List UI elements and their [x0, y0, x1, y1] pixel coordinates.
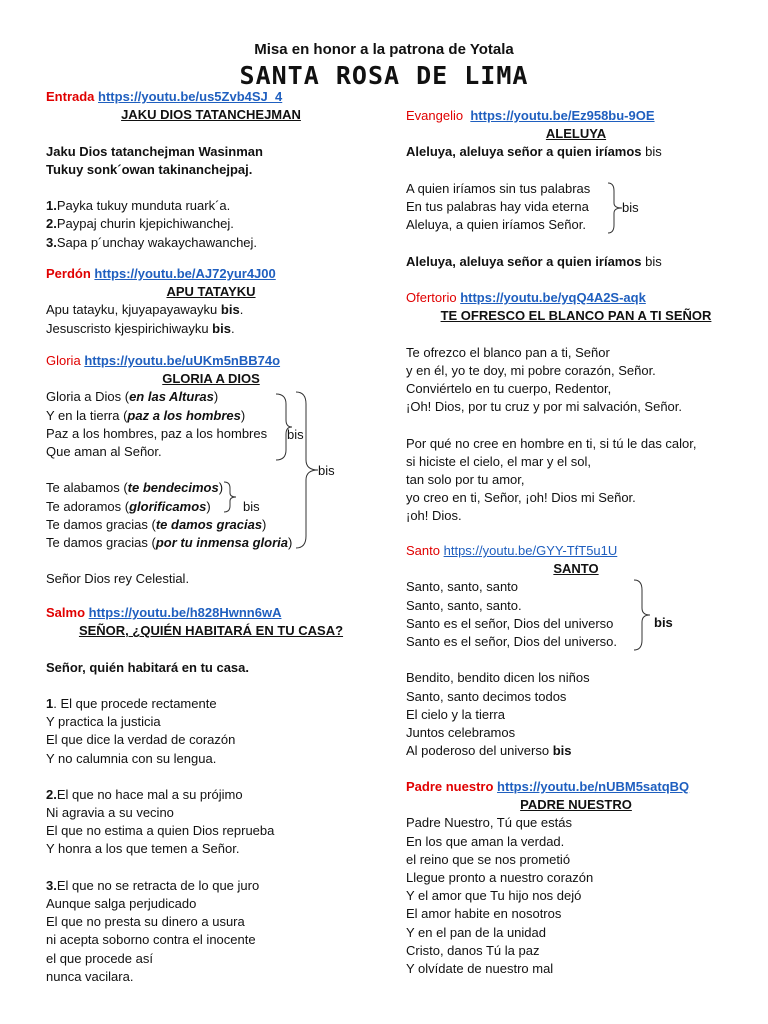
verse-line: 2.Paypaj churin kjepichiwanchej. [46, 216, 234, 232]
lyric-line: Y el amor que Tu hijo nos dejó [406, 888, 582, 904]
verse-line: 3.El que no se retracta de lo que juro [46, 877, 260, 893]
santo-video-link[interactable]: https://youtu.be/GYY-TfT5u1U [443, 543, 618, 558]
padre-nuestro-video-link[interactable]: https://youtu.be/nUBM5satqBQ [497, 779, 690, 794]
section-label-entrada: Entrada [46, 89, 95, 104]
mass-title: SANTA ROSA DE LIMA [239, 61, 529, 90]
lyric-line: Por qué no cree en hombre en ti, si tú le das calor, [406, 435, 697, 451]
lyric-line: Santo, santo, santo. [406, 597, 522, 613]
lyric-line: En los que aman la verdad. [406, 833, 565, 849]
lyric-line: Apu tatayku, kjuyapayawayku bis. [46, 302, 244, 318]
verse-line: el que procede así [46, 950, 153, 966]
section-padre-nuestro [406, 778, 746, 978]
section-label-perdon: Perdón [46, 266, 91, 281]
verse-line: Y practica la justicia [46, 714, 161, 730]
song-title-perdon: APU TATAYKU [166, 284, 256, 300]
lyric-line: Juntos celebramos [406, 724, 516, 740]
verse-line: Ni agravia a su vecino [46, 805, 174, 821]
lyric-line: Te damos gracias (te damos gracias) [46, 516, 267, 532]
section-gloria [46, 352, 376, 588]
lyric-line: ¡Oh! Dios, por tu cruz y por mi salvación, Señor. [406, 399, 682, 415]
ofertorio-video-link[interactable]: https://youtu.be/yqQ4A2S-aqk [460, 290, 646, 305]
lyric-line: Jesuscristo kjespirichiwayku bis. [46, 320, 235, 336]
refrain-line: Aleluya, aleluya señor a quien iríamos bis [406, 253, 662, 269]
lyric-line: ¡oh! Dios. [406, 508, 462, 524]
verse-line: Y no calumnia con su lengua. [46, 750, 217, 766]
lyric-line: Aleluya, a quien iríamos Señor. [406, 217, 586, 233]
song-title-entrada: JAKU DIOS TATANCHEJMAN [121, 107, 301, 123]
lyric-line: Y en la tierra (paz a los hombres) [46, 407, 246, 423]
lyric-line: Llegue pronto a nuestro corazón [406, 869, 594, 885]
section-label-evangelio: Evangelio [406, 108, 464, 123]
song-title-salmo: SEÑOR, ¿QUIÉN HABITARÁ EN TU CASA? [78, 623, 344, 639]
verse-line: El que no presta su dinero a usura [46, 914, 245, 930]
verse-line: El que no estima a quien Dios reprueba [46, 823, 275, 839]
lyric-line: Conviértelo en tu cuerpo, Redentor, [406, 380, 612, 396]
verse-line: 1.Payka tukuy munduta ruark´a. [46, 198, 231, 214]
lyric-line: Que aman al Señor. [46, 443, 162, 459]
lyric-line: Gloria a Dios (en las Alturas) [46, 389, 219, 405]
lyric-line: A quien iríamos sin tus palabras [406, 180, 591, 196]
song-title-gloria: GLORIA A DIOS [162, 371, 260, 387]
lyric-line: Te alabamos (te bendecimos) [46, 480, 224, 496]
lyric-line: Santo es el señor, Dios del universo [406, 615, 614, 631]
lyric-line: Padre Nuestro, Tú que estás [406, 815, 572, 831]
lyric-line: Te damos gracias (por tu inmensa gloria) [46, 534, 293, 550]
verse-line: Y honra a los que temen a Señor. [46, 841, 240, 857]
perdon-video-link[interactable]: https://youtu.be/AJ72yur4J00 [94, 266, 276, 281]
refrain-line: Aleluya, aleluya señor a quien iríamos bis [406, 144, 662, 160]
lyric-line: Y olvídate de nuestro mal [406, 960, 554, 976]
lyric-line: Paz a los hombres, paz a los hombres [46, 425, 268, 441]
lyric-line: Al poderoso del universo bis [406, 743, 572, 759]
bis-annotation: bis [243, 499, 260, 514]
bis-annotation: bis [622, 200, 639, 215]
lyric-line: y en él, yo te doy, mi pobre corazón, Señor. [406, 362, 656, 378]
lyric-line: Señor Dios rey Celestial. [46, 571, 190, 587]
bis-annotation: bis [654, 615, 673, 630]
lyric-line: el reino que se nos prometió [406, 851, 571, 867]
gloria-video-link[interactable]: https://youtu.be/uUKm5nBB74o [84, 353, 281, 368]
lyric-line: Te adoramos (glorificamos) [46, 498, 211, 514]
lyric-line: Santo es el señor, Dios del universo. [406, 633, 618, 649]
lyric-line: tan solo por tu amor, [406, 471, 525, 487]
verse-line: El que dice la verdad de corazón [46, 732, 236, 748]
verse-line: 2.El que no hace mal a su prójimo [46, 786, 243, 802]
bis-annotation: bis [287, 427, 304, 442]
song-title-ofertorio: TE OFRESCO EL BLANCO PAN A TI SEÑOR [440, 308, 712, 324]
lyric-line: Tukuy sonk´owan takinanchejpaj. [46, 161, 253, 177]
section-label-santo: Santo [406, 543, 440, 558]
brace-bracket [632, 578, 654, 652]
lyric-line: Cristo, danos Tú la paz [406, 942, 540, 958]
section-santo [406, 542, 746, 760]
lyric-line: Santo, santo decimos todos [406, 688, 567, 704]
song-title-padre-nuestro: PADRE NUESTRO [520, 797, 632, 813]
section-entrada [46, 88, 376, 252]
section-label-padre-nuestro: Padre nuestro [406, 779, 494, 794]
verse-line: Aunque salga perjudicado [46, 896, 197, 911]
song-title-santo: SANTO [553, 561, 599, 577]
lyric-line: El amor habite en nosotros [406, 906, 562, 922]
section-label-gloria: Gloria [46, 353, 81, 368]
section-label-ofertorio: Ofertorio [406, 290, 457, 305]
salmo-video-link[interactable]: https://youtu.be/h828Hwnn6wA [88, 605, 282, 620]
refrain-line: Señor, quién habitará en tu casa. [46, 659, 250, 675]
verse-line: 1. El que procede rectamente [46, 695, 217, 711]
lyric-line: si hiciste el cielo, el mar y el sol, [406, 453, 591, 469]
section-label-salmo: Salmo [46, 605, 86, 620]
section-salmo [46, 604, 376, 986]
verse-line: ni acepta soborno contra el inocente [46, 932, 256, 948]
lyric-line: Santo, santo, santo [406, 579, 519, 595]
lyric-line: El cielo y la tierra [406, 706, 505, 722]
lyric-line: Jaku Dios tatanchejman Wasinman [46, 143, 263, 159]
mass-subtitle: Misa en honor a la patrona de Yotala [254, 41, 514, 58]
section-ofertorio [406, 289, 746, 525]
lyric-line: Bendito, bendito dicen los niños [406, 670, 590, 686]
verse-line: nunca vacilara. [46, 968, 134, 984]
section-perdon [46, 265, 376, 338]
song-title-evangelio: ALELUYA [545, 126, 607, 142]
entrada-video-link[interactable]: https://youtu.be/us5Zvb4SJ_4 [98, 89, 283, 104]
section-evangelio [406, 107, 746, 271]
lyric-line: Te ofrezco el blanco pan a ti, Señor [406, 344, 610, 360]
evangelio-video-link[interactable]: https://youtu.be/Ez958bu-9OE [470, 108, 655, 123]
bis-annotation: bis [318, 463, 335, 478]
lyric-line: yo creo en ti, Señor, ¡oh! Dios mi Señor. [406, 490, 636, 506]
lyric-line: En tus palabras hay vida eterna [406, 198, 589, 214]
verse-line: 3.Sapa p´unchay wakaychawanchej. [46, 234, 258, 250]
brace-bracket [222, 480, 238, 514]
lyric-line: Y en el pan de la unidad [406, 924, 546, 940]
